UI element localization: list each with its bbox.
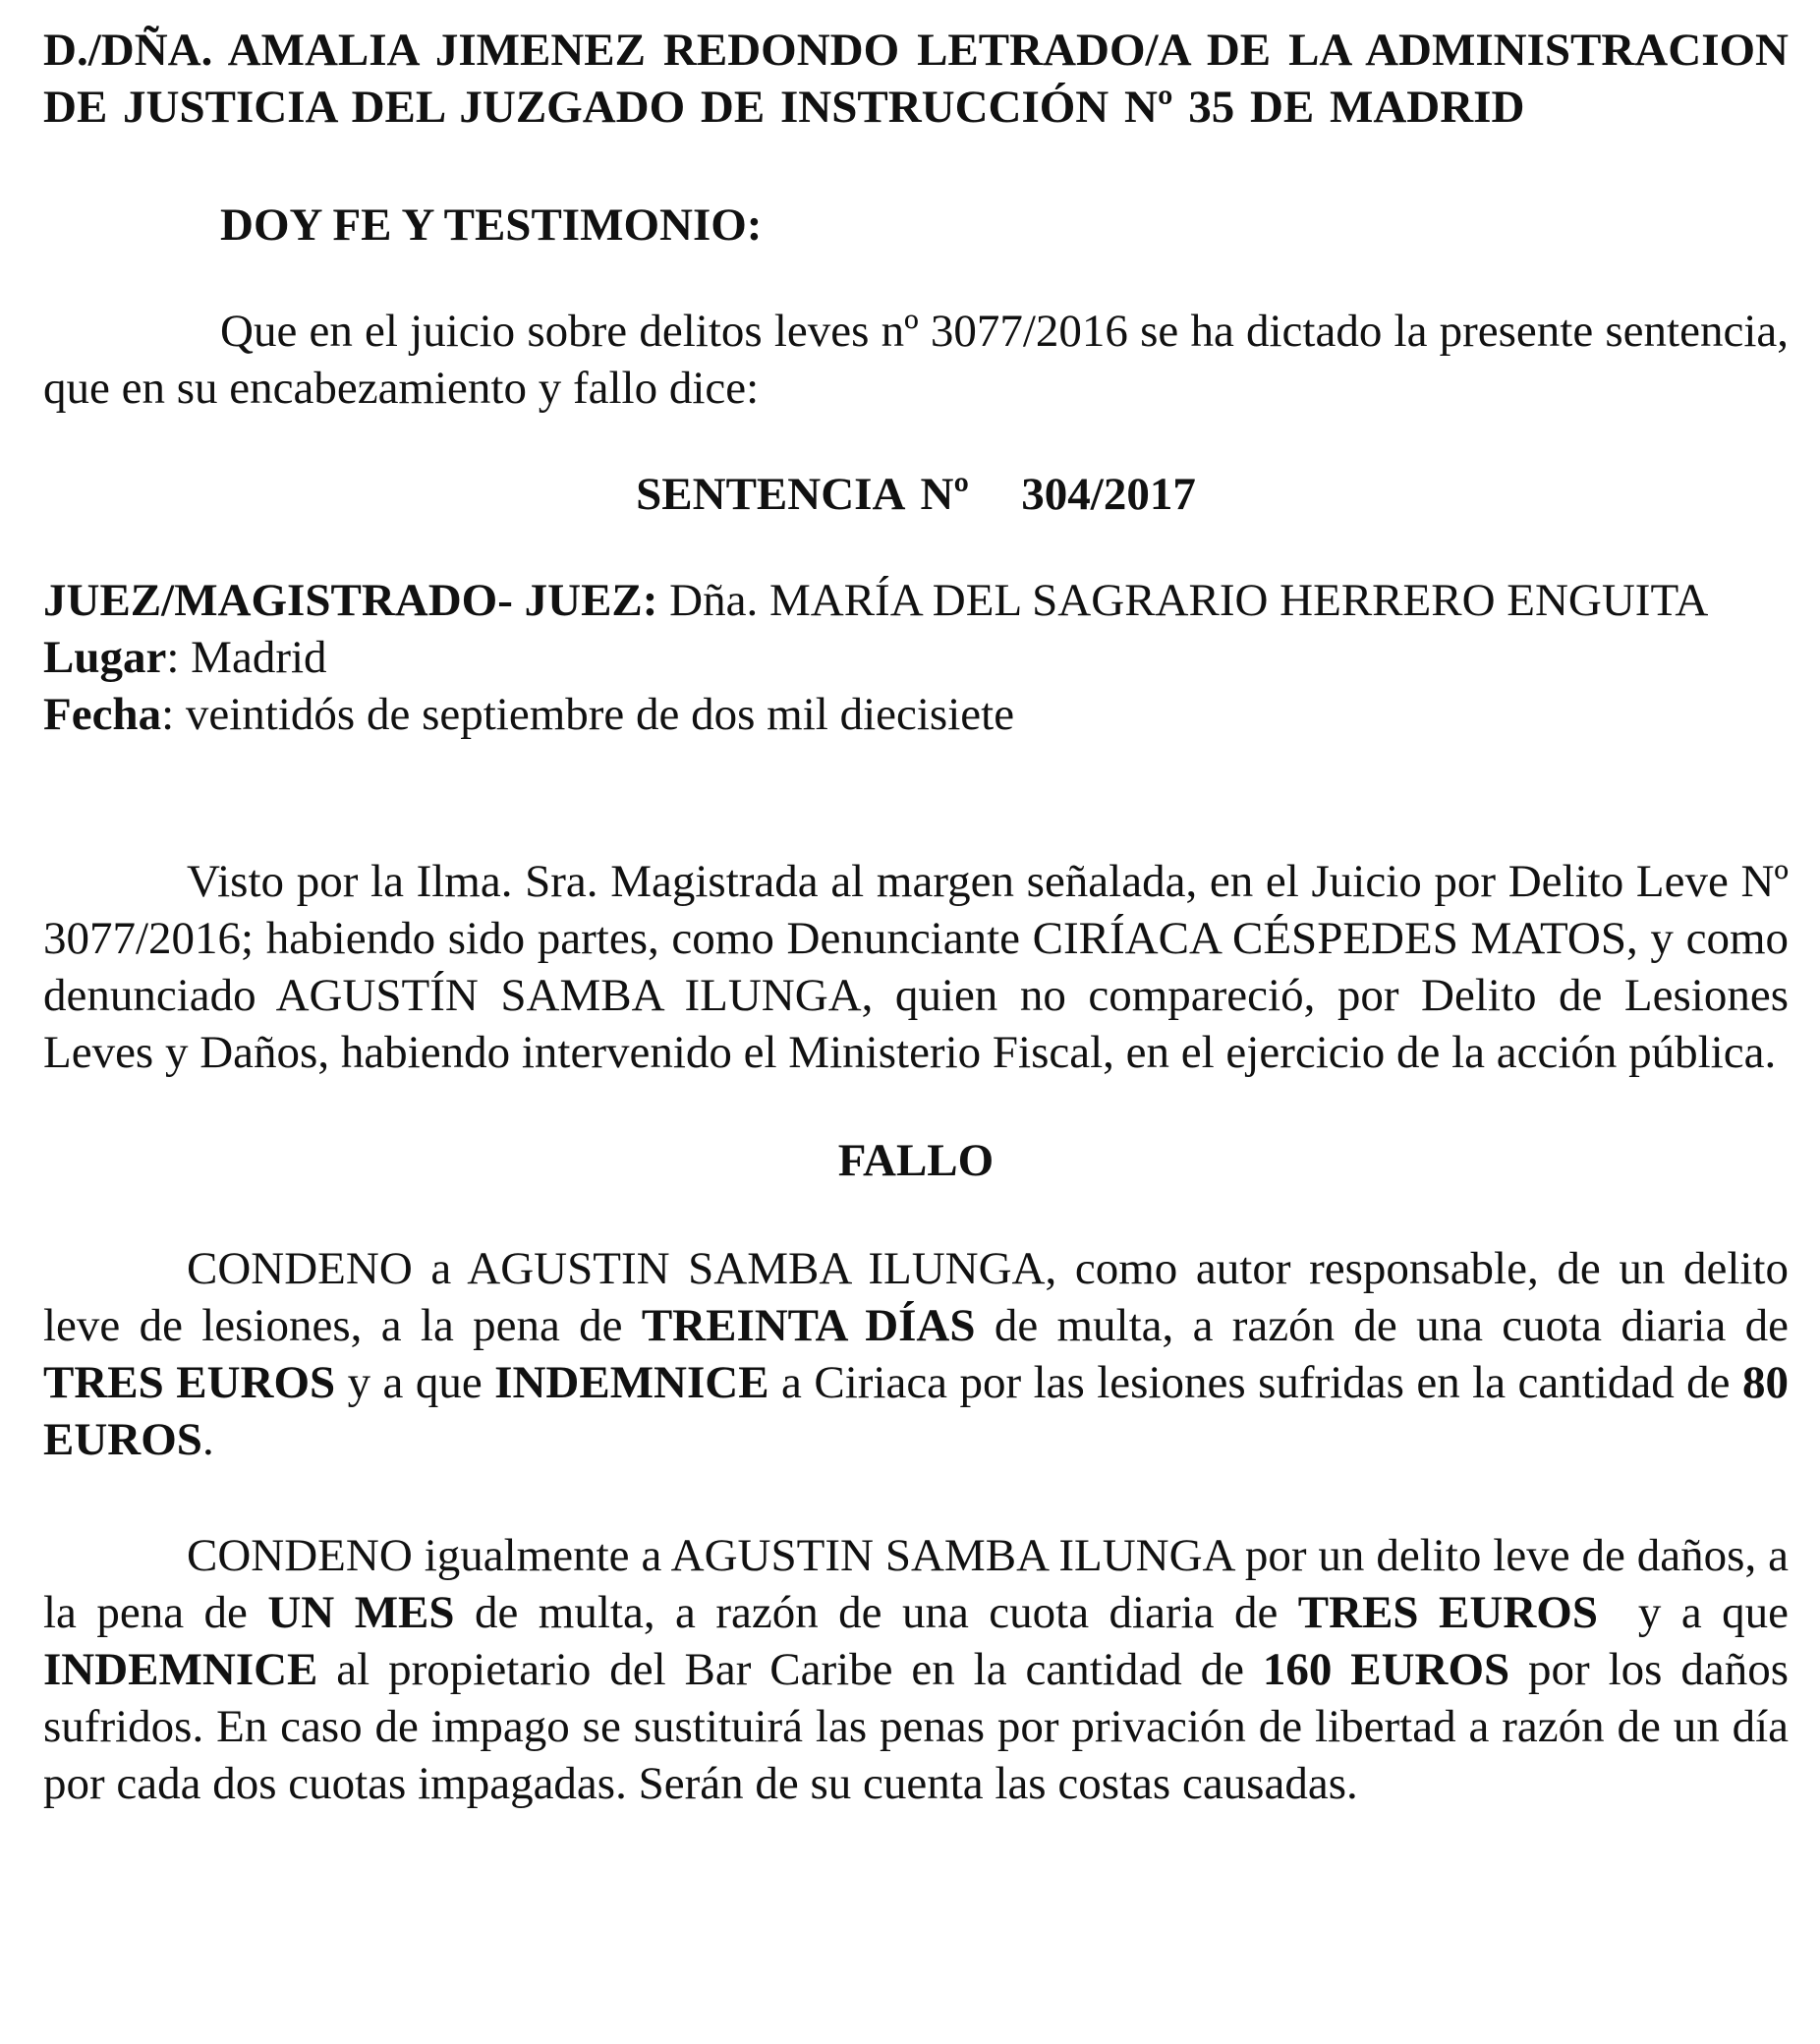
fallo1-bold-3: INDEMNICE xyxy=(494,1357,769,1408)
fallo1-bold-4: 80 EUROS xyxy=(43,1357,1789,1465)
lugar-value: : Madrid xyxy=(166,632,327,683)
lugar-label: Lugar xyxy=(43,632,167,683)
fallo-title: FALLO xyxy=(837,1135,995,1186)
fallo2-bold-4: 160 EUROS xyxy=(1262,1644,1510,1695)
doy-fe-heading: DOY FE Y TESTIMONIO: xyxy=(220,199,763,251)
lugar-line xyxy=(43,629,1789,686)
document-page xyxy=(43,22,1800,1812)
fallo2-text-1: CONDENO igualmente a AGUSTIN SAMBA ILUNGA por un delito leve de daños, a la pena de xyxy=(43,1530,1789,1638)
intro-paragraph: Que en el juicio sobre delitos leves nº 3077/2016 se ha dictado la presente sentencia, que en su encabezamiento y fallo dice: xyxy=(43,306,1789,414)
visto-paragraph: Visto por la Ilma. Sra. Magistrada al margen señalada, en el Juicio por Delito Leve Nº 3077/2016; habiendo sido partes, como Denunciante CIRÍACA CÉSPEDES MATOS, y como denunciado AGUSTÍN SAMBA ILUNGA, quien no compareció, por Delito de Lesiones Leves y Daños, habiendo intervenido el Ministerio Fiscal, en el ejercicio de la acción pública. xyxy=(43,856,1789,1078)
fallo1-text-4: a Ciriaca por las lesiones sufridas en la cantidad de xyxy=(768,1357,1742,1408)
fecha-line xyxy=(43,686,1789,743)
fallo1-text-2: de multa, a razón de una cuota diaria de xyxy=(975,1300,1789,1351)
fecha-label: Fecha xyxy=(43,689,162,740)
fallo-paragraph-2 xyxy=(43,1527,1800,1812)
fallo2-bold-1: UN MES xyxy=(267,1587,455,1638)
document-header: D./DÑA. AMALIA JIMENEZ REDONDO LETRADO/A DE LA ADMINISTRACION DE JUSTICIA DEL JUZGADO DE INSTRUCCIÓN Nº 35 DE MADRID xyxy=(43,25,1789,133)
judge-value: Dña. MARÍA DEL SAGRARIO HERRERO ENGUITA xyxy=(657,575,1709,626)
fallo1-bold-1: TREINTA DÍAS xyxy=(641,1300,976,1351)
fallo2-bold-2: TRES EUROS xyxy=(1297,1587,1598,1638)
fallo1-text-5: . xyxy=(201,1414,214,1465)
fallo1-bold-2: TRES EUROS xyxy=(43,1357,336,1408)
fallo2-text-4: al propietario del Bar Caribe en la cantidad de xyxy=(317,1644,1263,1695)
sentencia-title: SENTENCIA Nº 304/2017 xyxy=(636,469,1196,520)
judge-label: JUEZ/MAGISTRADO- JUEZ: xyxy=(43,575,658,626)
fallo-paragraph-1 xyxy=(43,1240,1789,1468)
fallo2-bold-3: INDEMNICE xyxy=(43,1644,318,1695)
judge-line xyxy=(43,572,1789,629)
fecha-value: : veintidós de septiembre de dos mil diecisiete xyxy=(161,689,1015,740)
fallo1-text-1: CONDENO a AGUSTIN SAMBA ILUNGA, como autor responsable, de un delito leve de lesiones, a la pena de xyxy=(43,1243,1789,1351)
fallo2-text-3: y a que xyxy=(1597,1587,1800,1638)
fallo1-text-3: y a que xyxy=(335,1357,495,1408)
fallo2-text-5: por los daños sufridos. En caso de impago se sustituirá las penas por privación de libertad a razón de un día por cada dos cuotas impagadas. Serán de su cuenta las costas causadas. xyxy=(43,1644,1789,1809)
fallo2-text-2: de multa, a razón de una cuota diaria de xyxy=(454,1587,1298,1638)
